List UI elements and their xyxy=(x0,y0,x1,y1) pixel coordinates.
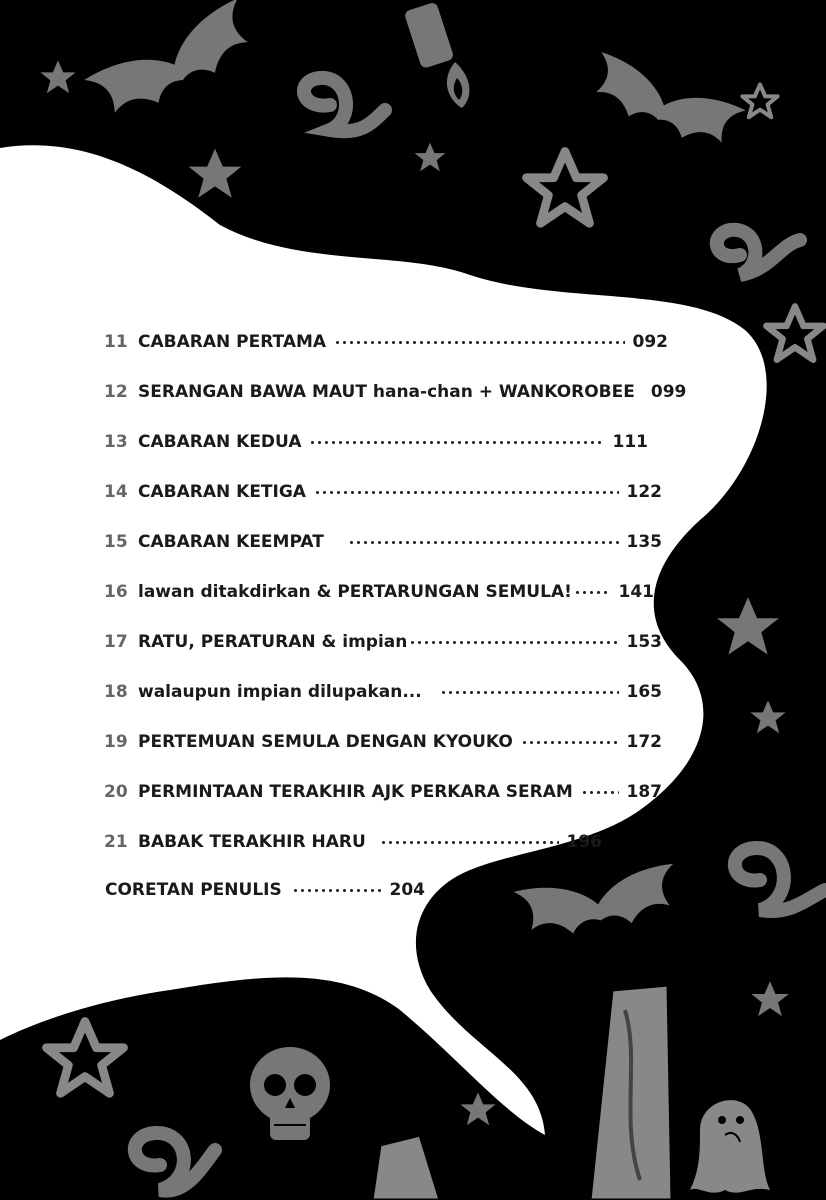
chapter-title: PERTEMUAN SEMULA DENGAN KYOUKO xyxy=(138,732,513,752)
chapter-number: 20 xyxy=(104,782,128,802)
page-number: 111 xyxy=(612,432,648,452)
leader-dots xyxy=(380,841,559,844)
chapter-number: 14 xyxy=(104,482,128,502)
chapter-title: CABARAN KEEMPAT xyxy=(138,532,324,552)
skull-icon xyxy=(250,1047,330,1140)
toc-afterword[interactable] xyxy=(105,878,425,902)
page-number: 196 xyxy=(566,832,602,852)
toc-entry[interactable] xyxy=(104,630,662,654)
toc-entry[interactable] xyxy=(104,780,662,804)
leader-dots xyxy=(334,341,624,344)
star-icon xyxy=(415,143,446,172)
chapter-title: CABARAN KETIGA xyxy=(138,482,306,502)
bat-icon xyxy=(514,863,683,942)
leader-dots xyxy=(574,591,611,594)
toc-entry[interactable] xyxy=(104,480,662,504)
leader-dots xyxy=(292,889,382,892)
swirl-icon xyxy=(717,230,800,275)
toc-entry[interactable] xyxy=(104,380,687,404)
page-number: 099 xyxy=(650,382,687,402)
toc-entry[interactable] xyxy=(104,680,662,704)
tombstone-icon xyxy=(372,1135,440,1200)
chapter-title: CABARAN KEDUA xyxy=(138,432,302,452)
leader-dots xyxy=(440,691,619,694)
leader-dots xyxy=(314,491,619,494)
page-number: 187 xyxy=(626,782,662,802)
chapter-number: 19 xyxy=(104,732,128,752)
chapter-title: CABARAN PERTAMA xyxy=(138,332,327,352)
star-icon xyxy=(751,981,788,1016)
bat-icon xyxy=(583,52,746,157)
chapter-title: lawan ditakdirkan & PERTARUNGAN SEMULA! xyxy=(138,582,572,602)
afterword-title: CORETAN PENULIS xyxy=(105,880,282,900)
toc-entry[interactable] xyxy=(104,530,662,554)
chapter-number: 12 xyxy=(104,382,128,402)
chapter-number: 17 xyxy=(104,632,128,652)
star-outline-icon xyxy=(766,306,823,359)
swirl-icon xyxy=(304,78,385,131)
chapter-title: BABAK TERAKHIR HARU xyxy=(138,832,366,852)
page-number: 172 xyxy=(626,732,662,752)
chapter-number: 21 xyxy=(104,832,128,852)
chapter-title: RATU, PERATURAN & impian xyxy=(138,632,408,652)
star-outline-icon xyxy=(527,152,604,224)
leader-dots xyxy=(409,641,618,644)
page-number: 092 xyxy=(632,332,668,352)
chapter-number: 13 xyxy=(104,432,128,452)
star-icon xyxy=(189,149,242,198)
leader-dots xyxy=(309,441,604,444)
toc-entry[interactable] xyxy=(104,430,648,454)
bat-icon xyxy=(84,0,264,129)
swirl-icon xyxy=(735,848,825,911)
star-outline-icon xyxy=(742,84,777,117)
tombstone-icon xyxy=(590,985,672,1200)
star-icon xyxy=(40,60,75,93)
toc-entry[interactable] xyxy=(104,730,662,754)
page-number: 122 xyxy=(626,482,662,502)
page-number: 165 xyxy=(626,682,662,702)
chapter-number: 15 xyxy=(104,532,128,552)
page-number: 135 xyxy=(626,532,662,552)
toc-entry[interactable] xyxy=(104,330,668,354)
page-number: 141 xyxy=(618,582,654,602)
star-icon xyxy=(717,597,779,654)
chapter-title: PERMINTAAN TERAKHIR AJK PERKARA SERAM xyxy=(138,782,573,802)
candle-icon xyxy=(404,2,470,108)
leader-dots xyxy=(348,541,619,544)
chapter-number: 11 xyxy=(104,332,128,352)
chapter-number: 18 xyxy=(104,682,128,702)
page-number: 153 xyxy=(626,632,662,652)
star-outline-icon xyxy=(47,1022,124,1094)
chapter-number: 16 xyxy=(104,582,128,602)
star-icon xyxy=(460,1092,495,1125)
leader-dots xyxy=(581,791,619,794)
leader-dots xyxy=(521,741,619,744)
swirl-icon xyxy=(135,1133,215,1191)
chapter-title: SERANGAN BAWA MAUT hana-chan + WANKOROBEE xyxy=(138,382,635,402)
chapter-title: walaupun impian dilupakan... xyxy=(138,682,422,702)
page-number: 204 xyxy=(389,880,425,900)
toc-entry[interactable] xyxy=(104,830,602,854)
toc-entry[interactable] xyxy=(104,580,654,604)
ghost-icon xyxy=(690,1100,770,1193)
star-icon xyxy=(750,700,785,733)
